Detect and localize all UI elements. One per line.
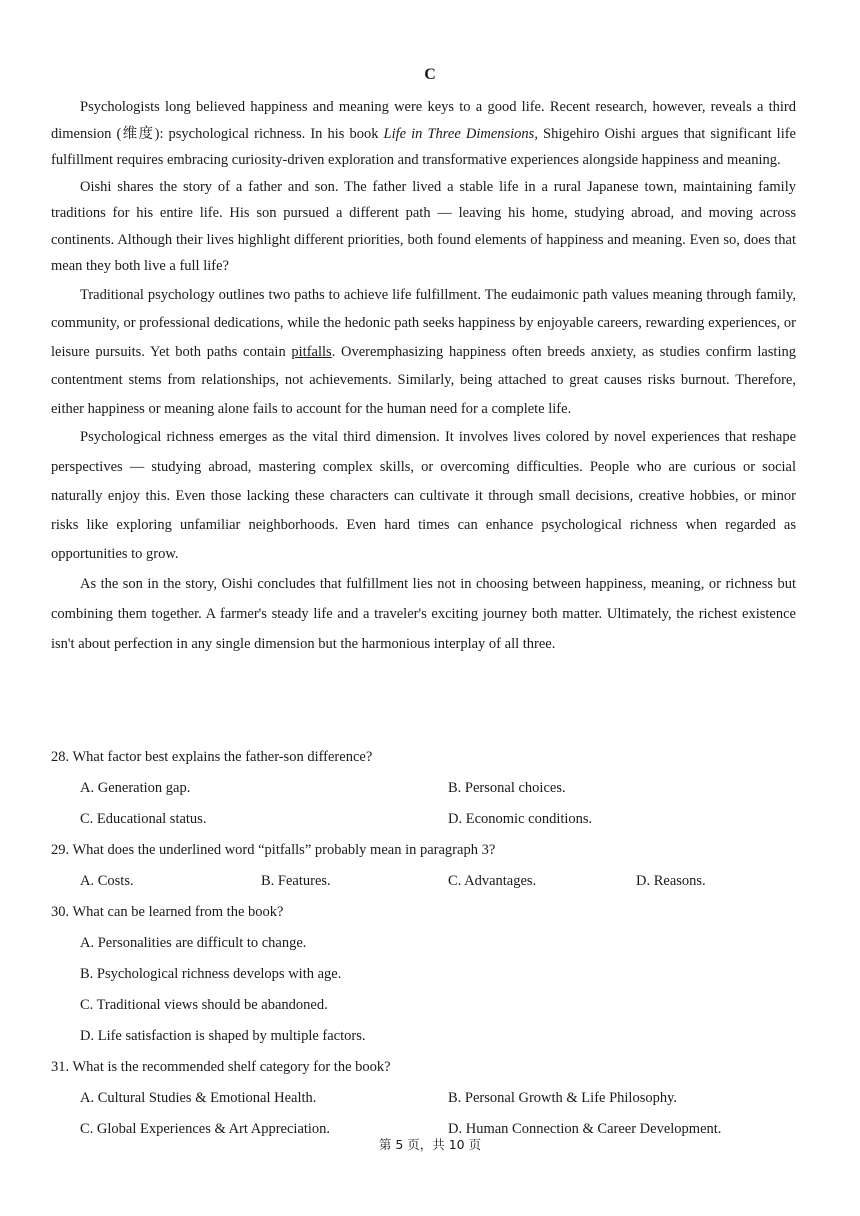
section-label: C <box>424 66 436 83</box>
question-31-option-d: D. Human Connection & Career Development. <box>448 1121 722 1137</box>
question-28-options-row-2 <box>51 804 796 835</box>
question-29-option-a: A. Costs. <box>80 873 134 889</box>
paragraph-3 <box>51 281 796 424</box>
paragraph-1-text: Psychologists long believed happiness and meaning were keys to a good life. Recent research, however, reveals a third dimension (维度): psychological richness. In his book <box>51 99 796 142</box>
question-30-option-a: A. Personalities are difficult to change. <box>80 935 307 951</box>
question-28-options-row-1 <box>51 773 796 804</box>
reading-passage <box>51 94 796 659</box>
question-30-option-d: D. Life satisfaction is shaped by multiple factors. <box>80 1028 366 1044</box>
paragraph-2: Oishi shares the story of a father and son. The father lived a stable life in a rural Japanese town, maintaining family traditions for his entire life. His son pursued a different path — leaving his home, studying abroad, and moving across continents. Although their lives highlight different priorities, both found elements of happiness and meaning. Even so, does that mean they both live a full life? <box>51 178 796 274</box>
paragraph-1 <box>51 94 796 174</box>
paragraph-3-text-end: . Overemphasizing happiness often breeds anxiety, as studies confirm lasting contentment stems from relationships, not achievements. Similarly, being attached to great causes risks burnout. Therefore, either happiness or meaning alone fails to account for the human need for a complete life. <box>51 343 796 417</box>
question-28-option-d: D. Economic conditions. <box>448 811 593 827</box>
underlined-word: pitfalls <box>291 343 332 360</box>
question-29-option-b: B. Features. <box>261 873 331 889</box>
paragraph-5: As the son in the story, Oishi concludes that fulfillment lies not in choosing between happiness, meaning, or richness but combining them together. A farmer's steady life and a traveler's exciting journey both matter. Ultimately, the richest existence isn't about perfection in any single dimension but the harmonious interplay of all three. <box>51 576 796 653</box>
question-31-option-a: A. Cultural Studies & Emotional Health. <box>80 1090 317 1106</box>
question-list <box>51 742 796 1145</box>
question-30-option-c: C. Traditional views should be abandoned. <box>80 997 328 1013</box>
paragraph-3-text: Traditional psychology outlines two paths to achieve life fulfillment. The eudaimonic path values meaning through family, community, or professional dedications, while the hedonic path seeks happiness by enjoyable careers, rewarding experiences, or leisure pursuits. Yet both paths contain <box>51 286 796 360</box>
question-30-option-b: B. Psychological richness develops with age. <box>80 966 342 982</box>
question-31-option-b: B. Personal Growth & Life Philosophy. <box>448 1090 678 1106</box>
question-30-stem: 30. What can be learned from the book? <box>51 904 284 920</box>
question-29-option-d: D. Reasons. <box>636 873 706 889</box>
question-31-option-c: C. Global Experiences & Art Appreciation. <box>80 1121 331 1137</box>
page-number-footer: 第 5 页，共 10 页 <box>378 1137 482 1152</box>
question-29-stem: 29. What does the underlined word “pitfalls” probably mean in paragraph 3? <box>51 842 496 858</box>
question-31-options-row-1 <box>51 1083 796 1114</box>
question-28-option-a: A. Generation gap. <box>80 780 191 796</box>
question-28-stem: 28. What factor best explains the father-son difference? <box>51 749 373 765</box>
paragraph-4: Psychological richness emerges as the vital third dimension. It involves lives colored by novel experiences that reshape perspectives — studying abroad, mastering complex skills, or overcoming difficulties. People who are curious or social naturally enjoy this. Even those lacking these characters can cultivate it through small decisions, creative hobbies, or minor risks like exploring unfamiliar neighborhoods. Even hard times can enhance psychological richness when regarded as opportunities to grow. <box>51 429 796 563</box>
question-29-options-row <box>51 866 796 897</box>
question-28-option-b: B. Personal choices. <box>448 780 566 796</box>
book-title: Life in Three Dimensions <box>383 125 535 142</box>
paragraph-1-text-end: , Shigehiro Oishi argues that significant life fulfillment requires embracing curiosity-driven exploration and transformative experiences alongside happiness and meaning. <box>51 125 796 168</box>
question-31-stem: 31. What is the recommended shelf category for the book? <box>51 1059 391 1075</box>
question-28-option-c: C. Educational status. <box>80 811 207 827</box>
question-29-option-c: C. Advantages. <box>448 873 537 889</box>
